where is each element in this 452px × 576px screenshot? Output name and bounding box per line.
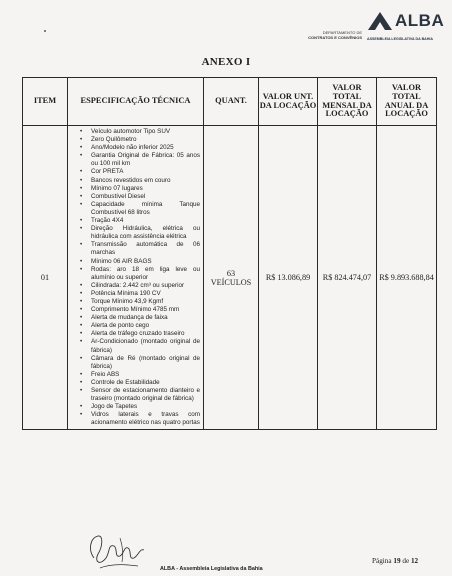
header-quantity: QUANT. — [204, 78, 259, 126]
page-current: 19 — [393, 557, 401, 565]
spec-item: • Freio ABS — [68, 371, 200, 379]
cell-item: 01 — [23, 126, 68, 430]
spec-item: • Vidros laterais e travas com acionamento elétrico nas quatro portas — [68, 411, 200, 427]
spec-item: • Torque Mínimo 43,9 Kgmf — [68, 298, 200, 306]
page-total: 12 — [410, 557, 419, 565]
cell-monthly-total: R$ 824.474,07 — [318, 126, 377, 430]
alba-logo-icon — [366, 11, 394, 31]
cell-spec — [68, 126, 204, 430]
header-monthly-total: VALOR TOTAL MENSAL DA LOCAÇÃO — [318, 78, 377, 126]
spec-item: • Cilindrada: 2.442 cm³ ou superior — [68, 282, 200, 290]
spec-item: • Ano/Modelo não inferior 2025 — [68, 144, 200, 152]
spec-item: • Ar-Condicionado (montado original de fábrica) — [68, 338, 200, 354]
spec-item: • Transmissão automática de 06 marchas — [68, 241, 200, 257]
quantity-unit: VEÍCULOS — [210, 277, 252, 287]
spec-item: • Alerta de mudança de faixa — [68, 314, 200, 322]
spec-item: • Comprimento Mínimo 4785 mm — [68, 306, 200, 314]
spec-item: • Capacidade mínima Tanque Combustível 68 litros — [68, 201, 200, 217]
spec-item: • Sensor de estacionamento dianteiro e traseiro (montado original de fábrica) — [68, 387, 200, 403]
header-spec: ESPECIFICAÇÃO TÉCNICA — [68, 78, 204, 126]
spec-item: • Mínimo 06 AIR BAGS — [68, 258, 200, 266]
spec-item: • Garantia Original de Fábrica: 05 anos ou 100 mil km — [68, 152, 200, 168]
page-label: Página — [372, 557, 392, 565]
table-row — [23, 126, 437, 430]
specification-table — [22, 77, 437, 430]
header-annual-total: VALOR TOTAL ANUAL DA LOCAÇÃO — [377, 78, 437, 126]
table-header-row — [23, 78, 437, 126]
quantity-number: 63 — [226, 268, 236, 278]
spec-item: • Alerta de ponto cego — [68, 322, 200, 330]
spec-item: • Mínimo 07 lugares — [68, 185, 200, 193]
cell-quantity — [204, 126, 259, 430]
spec-item: • Jogo de Tapetes — [68, 403, 200, 411]
footer-organization: ALBA - Assembleia Legislativa da Bahia — [160, 566, 263, 572]
department-label — [300, 30, 362, 40]
handwritten-signature — [80, 528, 160, 574]
department-line-2: CONTRATOS E CONVÊNIOS — [308, 35, 362, 40]
spec-item: • Combustível Diesel — [68, 193, 200, 201]
brand-name: ALBA — [395, 11, 445, 30]
spec-item: • Tração 4X4 — [68, 217, 200, 225]
spec-item: • Controle de Estabilidade — [68, 379, 200, 387]
spec-item: • Veículo automotor Tipo SUV — [68, 128, 200, 136]
spec-item: • Rodas: aro 18 em liga leve ou alumínio ou superior — [68, 266, 200, 282]
page-of: de — [402, 557, 410, 565]
spec-item: • Direção Hidráulica, elétrica ou hidráulica com assistência elétrica — [68, 225, 200, 241]
page-title: ANEXO I — [201, 56, 251, 68]
spec-item: • Câmara de Ré (montado original de fábrica) — [68, 355, 200, 371]
spec-item: • Alerta de tráfego cruzado traseiro — [68, 330, 200, 338]
spec-item: • Potência Mínima 190 CV — [68, 290, 200, 298]
brand-subtitle: ASSEMBLEIA LEGISLATIVA DA BAHIA — [367, 37, 433, 41]
cell-unit-value: R$ 13.086,89 — [259, 126, 318, 430]
header-item: ITEM — [23, 78, 68, 126]
spec-item: • Zero Quilômetro — [68, 136, 200, 144]
spec-item: • Bancos revestidos em couro — [68, 177, 200, 185]
spec-list — [68, 126, 203, 429]
header-unit-value: VALOR UNT. DA LOCAÇÃO — [259, 78, 318, 126]
scan-speck — [44, 30, 46, 32]
department-line-1: DEPARTAMENTO DE — [322, 30, 362, 35]
cell-annual-total: R$ 9.893.688,84 — [377, 126, 437, 430]
page-number — [372, 557, 418, 565]
spec-item: • Cor PRETA — [68, 168, 200, 176]
